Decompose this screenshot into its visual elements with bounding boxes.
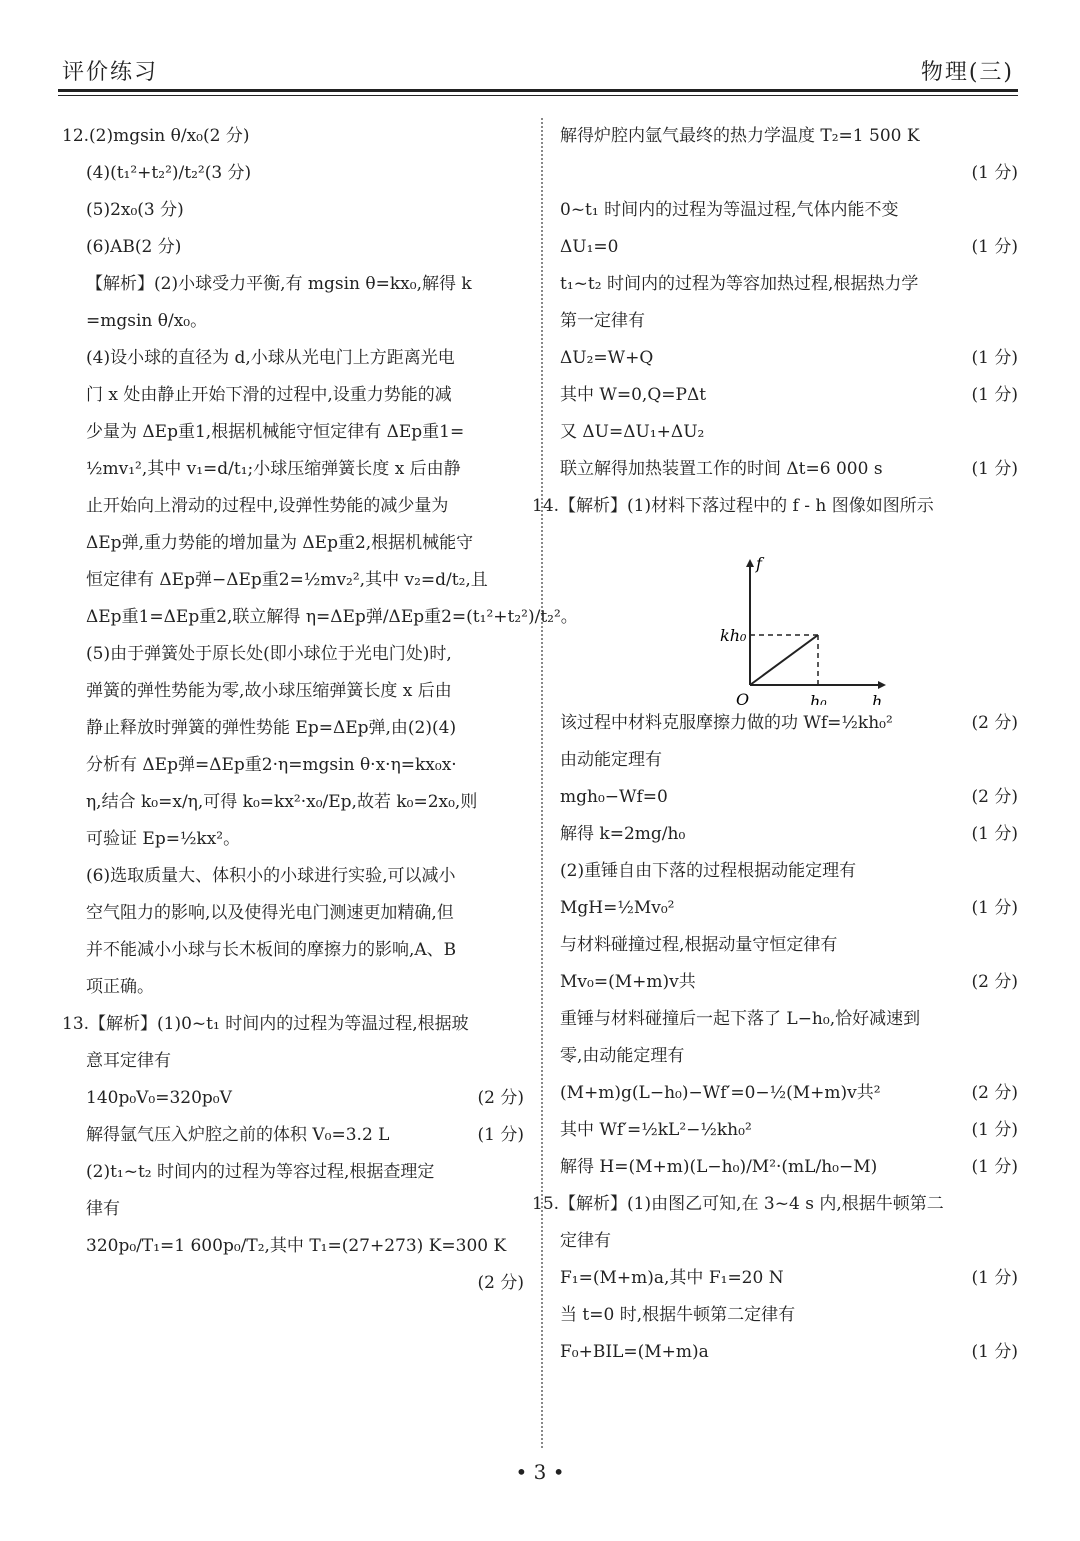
text-line <box>62 1265 524 1302</box>
line-text: ΔEp重1=ΔEp重2,联立解得 η=ΔEp弹/ΔEp重2=(t₁²+t₂²)/t₂²。 <box>86 607 578 627</box>
line-text: (5)由于弹簧处于原长处(即小球位于光电门处)时, <box>86 644 452 664</box>
text-line <box>62 266 524 303</box>
line-text: F₀+BIL=(M+m)a <box>560 1342 709 1362</box>
line-text: 项正确。 <box>86 977 154 997</box>
text-line <box>560 742 1018 779</box>
score-label: (1 分) <box>971 237 1018 257</box>
line-text: (M+m)g(L−h₀)−Wf′=0−½(M+m)v共² <box>560 1083 881 1103</box>
header-rule-thin <box>58 95 1018 96</box>
text-line <box>560 229 1018 266</box>
line-text: 解得 k=2mg/h₀ <box>560 824 686 844</box>
text-line <box>560 1334 1018 1371</box>
text-line <box>560 340 1018 377</box>
score-label: (1 分) <box>971 1120 1018 1140</box>
text-line <box>62 192 524 229</box>
text-line <box>62 525 524 562</box>
kh0-label: kh₀ <box>720 626 747 645</box>
text-line <box>62 229 524 266</box>
text-line <box>560 890 1018 927</box>
line-text: 联立解得加热装置工作的时间 Δt=6 000 s <box>560 459 883 479</box>
score-label: (1 分) <box>971 348 1018 368</box>
text-line <box>560 1038 1018 1075</box>
text-line <box>560 266 1018 303</box>
line-text: MgH=½Mv₀² <box>560 898 675 918</box>
text-line <box>560 192 1018 229</box>
left-column <box>62 118 578 1302</box>
text-line <box>62 1043 524 1080</box>
line-text: 解得 H=(M+m)(L−h₀)/M²·(mL/h₀−M) <box>560 1157 878 1177</box>
line-text: 静止释放时弹簧的弹性势能 Ep=ΔEp弹,由(2)(4) <box>86 718 457 738</box>
line-text: 由动能定理有 <box>560 750 662 770</box>
score-label: (1 分) <box>971 459 1018 479</box>
line-text: 恒定律有 ΔEp弹−ΔEp重2=½mv₂²,其中 v₂=d/t₂,且 <box>86 570 488 590</box>
text-line <box>62 451 524 488</box>
score-label: (1 分) <box>477 1125 524 1145</box>
text-line <box>560 927 1018 964</box>
text-line <box>560 705 1018 742</box>
text-line <box>62 155 524 192</box>
line-text: 0~t₁ 时间内的过程为等温过程,气体内能不变 <box>560 200 899 220</box>
line-text: 解得氩气压入炉腔之前的体积 V₀=3.2 L <box>86 1125 390 1145</box>
line-text: 15.【解析】(1)由图乙可知,在 3~4 s 内,根据牛顿第二 <box>532 1194 944 1214</box>
text-line <box>62 1154 524 1191</box>
text-line <box>62 303 524 340</box>
line-text: 与材料碰撞过程,根据动量守恒定律有 <box>560 935 838 955</box>
origin-label: O <box>736 690 750 705</box>
text-line <box>560 1075 1018 1112</box>
line-text: 其中 Wf′=½kL²−½kh₀² <box>560 1120 752 1140</box>
score-label: (2 分) <box>971 972 1018 992</box>
line-text: 可验证 Ep=½kx²。 <box>86 829 241 849</box>
text-line <box>560 1297 1018 1334</box>
line-text: (4)设小球的直径为 d,小球从光电门上方距离光电 <box>86 348 455 368</box>
text-line <box>560 816 1018 853</box>
score-label: (2 分) <box>971 1083 1018 1103</box>
text-line <box>62 414 524 451</box>
line-text: 意耳定律有 <box>86 1051 171 1071</box>
line-text: 律有 <box>86 1199 120 1219</box>
line-text: 零,由动能定理有 <box>560 1046 685 1066</box>
score-label: (1 分) <box>971 163 1018 183</box>
f-h-line <box>750 635 818 685</box>
text-line <box>560 779 1018 816</box>
f-axis-arrow <box>746 559 754 567</box>
text-line <box>62 821 524 858</box>
line-text: (4)(t₁²+t₂²)/t₂²(3 分) <box>86 163 252 183</box>
text-line <box>62 340 524 377</box>
line-text: ΔU₁=0 <box>560 237 619 257</box>
text-line <box>62 1117 524 1154</box>
line-text: 140p₀V₀=320p₀V <box>86 1088 232 1108</box>
page-header-right: 物理(三) <box>920 60 1014 85</box>
line-text: 门 x 处由静止开始下滑的过程中,设重力势能的减 <box>86 385 452 405</box>
text-line <box>62 636 524 673</box>
text-line <box>560 964 1018 1001</box>
line-text: ½mv₁²,其中 v₁=d/t₁;小球压缩弹簧长度 x 后由静 <box>86 459 461 479</box>
text-line <box>62 895 524 932</box>
line-text: 320p₀/T₁=1 600p₀/T₂,其中 T₁=(27+273) K=300 K <box>86 1236 507 1256</box>
line-text: Mv₀=(M+m)v共 <box>560 972 696 992</box>
text-line <box>62 747 524 784</box>
text-line <box>560 1260 1018 1297</box>
text-line <box>560 118 1018 155</box>
header-rule-thick <box>58 89 1018 92</box>
line-text: 解得炉腔内氩气最终的热力学温度 T₂=1 500 K <box>560 126 920 146</box>
text-line <box>560 1149 1018 1186</box>
line-text: 空气阻力的影响,以及使得光电门测速更加精确,但 <box>86 903 454 923</box>
text-line <box>560 451 1018 488</box>
text-line <box>62 562 524 599</box>
question-14-title: 14.【解析】(1)材料下落过程中的 f - h 图像如图所示 <box>532 496 934 516</box>
text-line <box>62 673 524 710</box>
text-line <box>560 1223 1018 1260</box>
line-text: 止开始向上滑动的过程中,设弹性势能的减少量为 <box>86 496 449 516</box>
line-text: (6)选取质量大、体积小的小球进行实验,可以减小 <box>86 866 456 886</box>
score-label: (2 分) <box>971 713 1018 733</box>
text-line <box>560 1112 1018 1149</box>
text-line <box>560 303 1018 340</box>
line-text: 第一定律有 <box>560 311 645 331</box>
score-label: (1 分) <box>971 1157 1018 1177</box>
text-line <box>62 932 524 969</box>
column-divider <box>541 118 543 1448</box>
right-column-top <box>560 118 1018 488</box>
line-text: (6)AB(2 分) <box>86 237 182 257</box>
line-text: mgh₀−Wf=0 <box>560 787 668 807</box>
line-text: (2)重锤自由下落的过程根据动能定理有 <box>560 861 857 881</box>
text-line <box>62 1080 524 1117</box>
line-text: 当 t=0 时,根据牛顿第二定律有 <box>560 1305 796 1325</box>
f-axis-label: f <box>756 554 762 573</box>
line-text: 并不能减小小球与长木板间的摩擦力的影响,A、B <box>86 940 457 960</box>
score-label: (2 分) <box>971 787 1018 807</box>
text-line <box>62 1228 524 1265</box>
text-line <box>62 377 524 414</box>
score-label: (1 分) <box>971 385 1018 405</box>
text-line <box>560 853 1018 890</box>
line-text: 弹簧的弹性势能为零,故小球压缩弹簧长度 x 后由 <box>86 681 452 701</box>
score-label: (1 分) <box>971 1268 1018 1288</box>
line-text: η,结合 k₀=x/η,可得 k₀=kx²·x₀/Ep,故若 k₀=2x₀,则 <box>86 792 478 812</box>
line-text: 重锤与材料碰撞后一起下落了 L−h₀,恰好减速到 <box>560 1009 921 1029</box>
h-axis-arrow <box>878 681 886 689</box>
text-line <box>62 1006 524 1043</box>
line-text: 其中 W=0,Q=PΔt <box>560 385 707 405</box>
text-line <box>560 1001 1018 1038</box>
h-axis-label: h <box>872 692 883 705</box>
score-label: (1 分) <box>971 824 1018 844</box>
text-line <box>62 1191 524 1228</box>
text-line <box>560 377 1018 414</box>
right-column-bottom <box>532 705 1018 1371</box>
f-h-graph-svg <box>560 525 1018 705</box>
text-line <box>62 488 524 525</box>
text-line <box>62 599 578 636</box>
line-text: 【解析】(2)小球受力平衡,有 mgsin θ=kx₀,解得 k <box>86 274 472 294</box>
line-text: 少量为 ΔEp重1,根据机械能守恒定律有 ΔEp重1= <box>86 422 465 442</box>
score-label: (1 分) <box>971 1342 1018 1362</box>
line-text: 定律有 <box>560 1231 611 1251</box>
line-text: =mgsin θ/x₀。 <box>86 311 208 331</box>
line-text: (5)2x₀(3 分) <box>86 200 184 220</box>
line-text: ΔU₂=W+Q <box>560 348 654 368</box>
line-text: 又 ΔU=ΔU₁+ΔU₂ <box>560 422 705 442</box>
page-number: • 3 • <box>515 1460 565 1484</box>
text-line <box>532 1186 1018 1223</box>
score-label: (2 分) <box>477 1088 524 1108</box>
text-line <box>62 858 524 895</box>
line-text: 该过程中材料克服摩擦力做的功 Wf=½kh₀² <box>560 713 893 733</box>
text-line <box>560 155 1018 192</box>
right-column <box>532 118 1018 1371</box>
page-header-left: 评价练习 <box>62 60 159 85</box>
score-label: (2 分) <box>477 1273 524 1293</box>
text-line <box>560 414 1018 451</box>
line-text: t₁~t₂ 时间内的过程为等容加热过程,根据热力学 <box>560 274 919 294</box>
f-h-graph <box>560 525 1018 705</box>
text-line <box>62 784 524 821</box>
score-label: (1 分) <box>971 898 1018 918</box>
text-line <box>62 969 524 1006</box>
text-line <box>62 118 524 155</box>
line-text: F₁=(M+m)a,其中 F₁=20 N <box>560 1268 784 1288</box>
line-text: ΔEp弹,重力势能的增加量为 ΔEp重2,根据机械能守 <box>86 533 474 553</box>
line-text: (2)t₁~t₂ 时间内的过程为等容过程,根据查理定 <box>86 1162 435 1182</box>
line-text: 分析有 ΔEp弹=ΔEp重2·η=mgsin θ·x·η=kx₀x· <box>86 755 457 775</box>
line-text: 13.【解析】(1)0~t₁ 时间内的过程为等温过程,根据玻 <box>62 1014 469 1034</box>
line-text: 12.(2)mgsin θ/x₀(2 分) <box>62 126 250 146</box>
text-line <box>62 710 524 747</box>
h0-label: h₀ <box>810 692 827 705</box>
